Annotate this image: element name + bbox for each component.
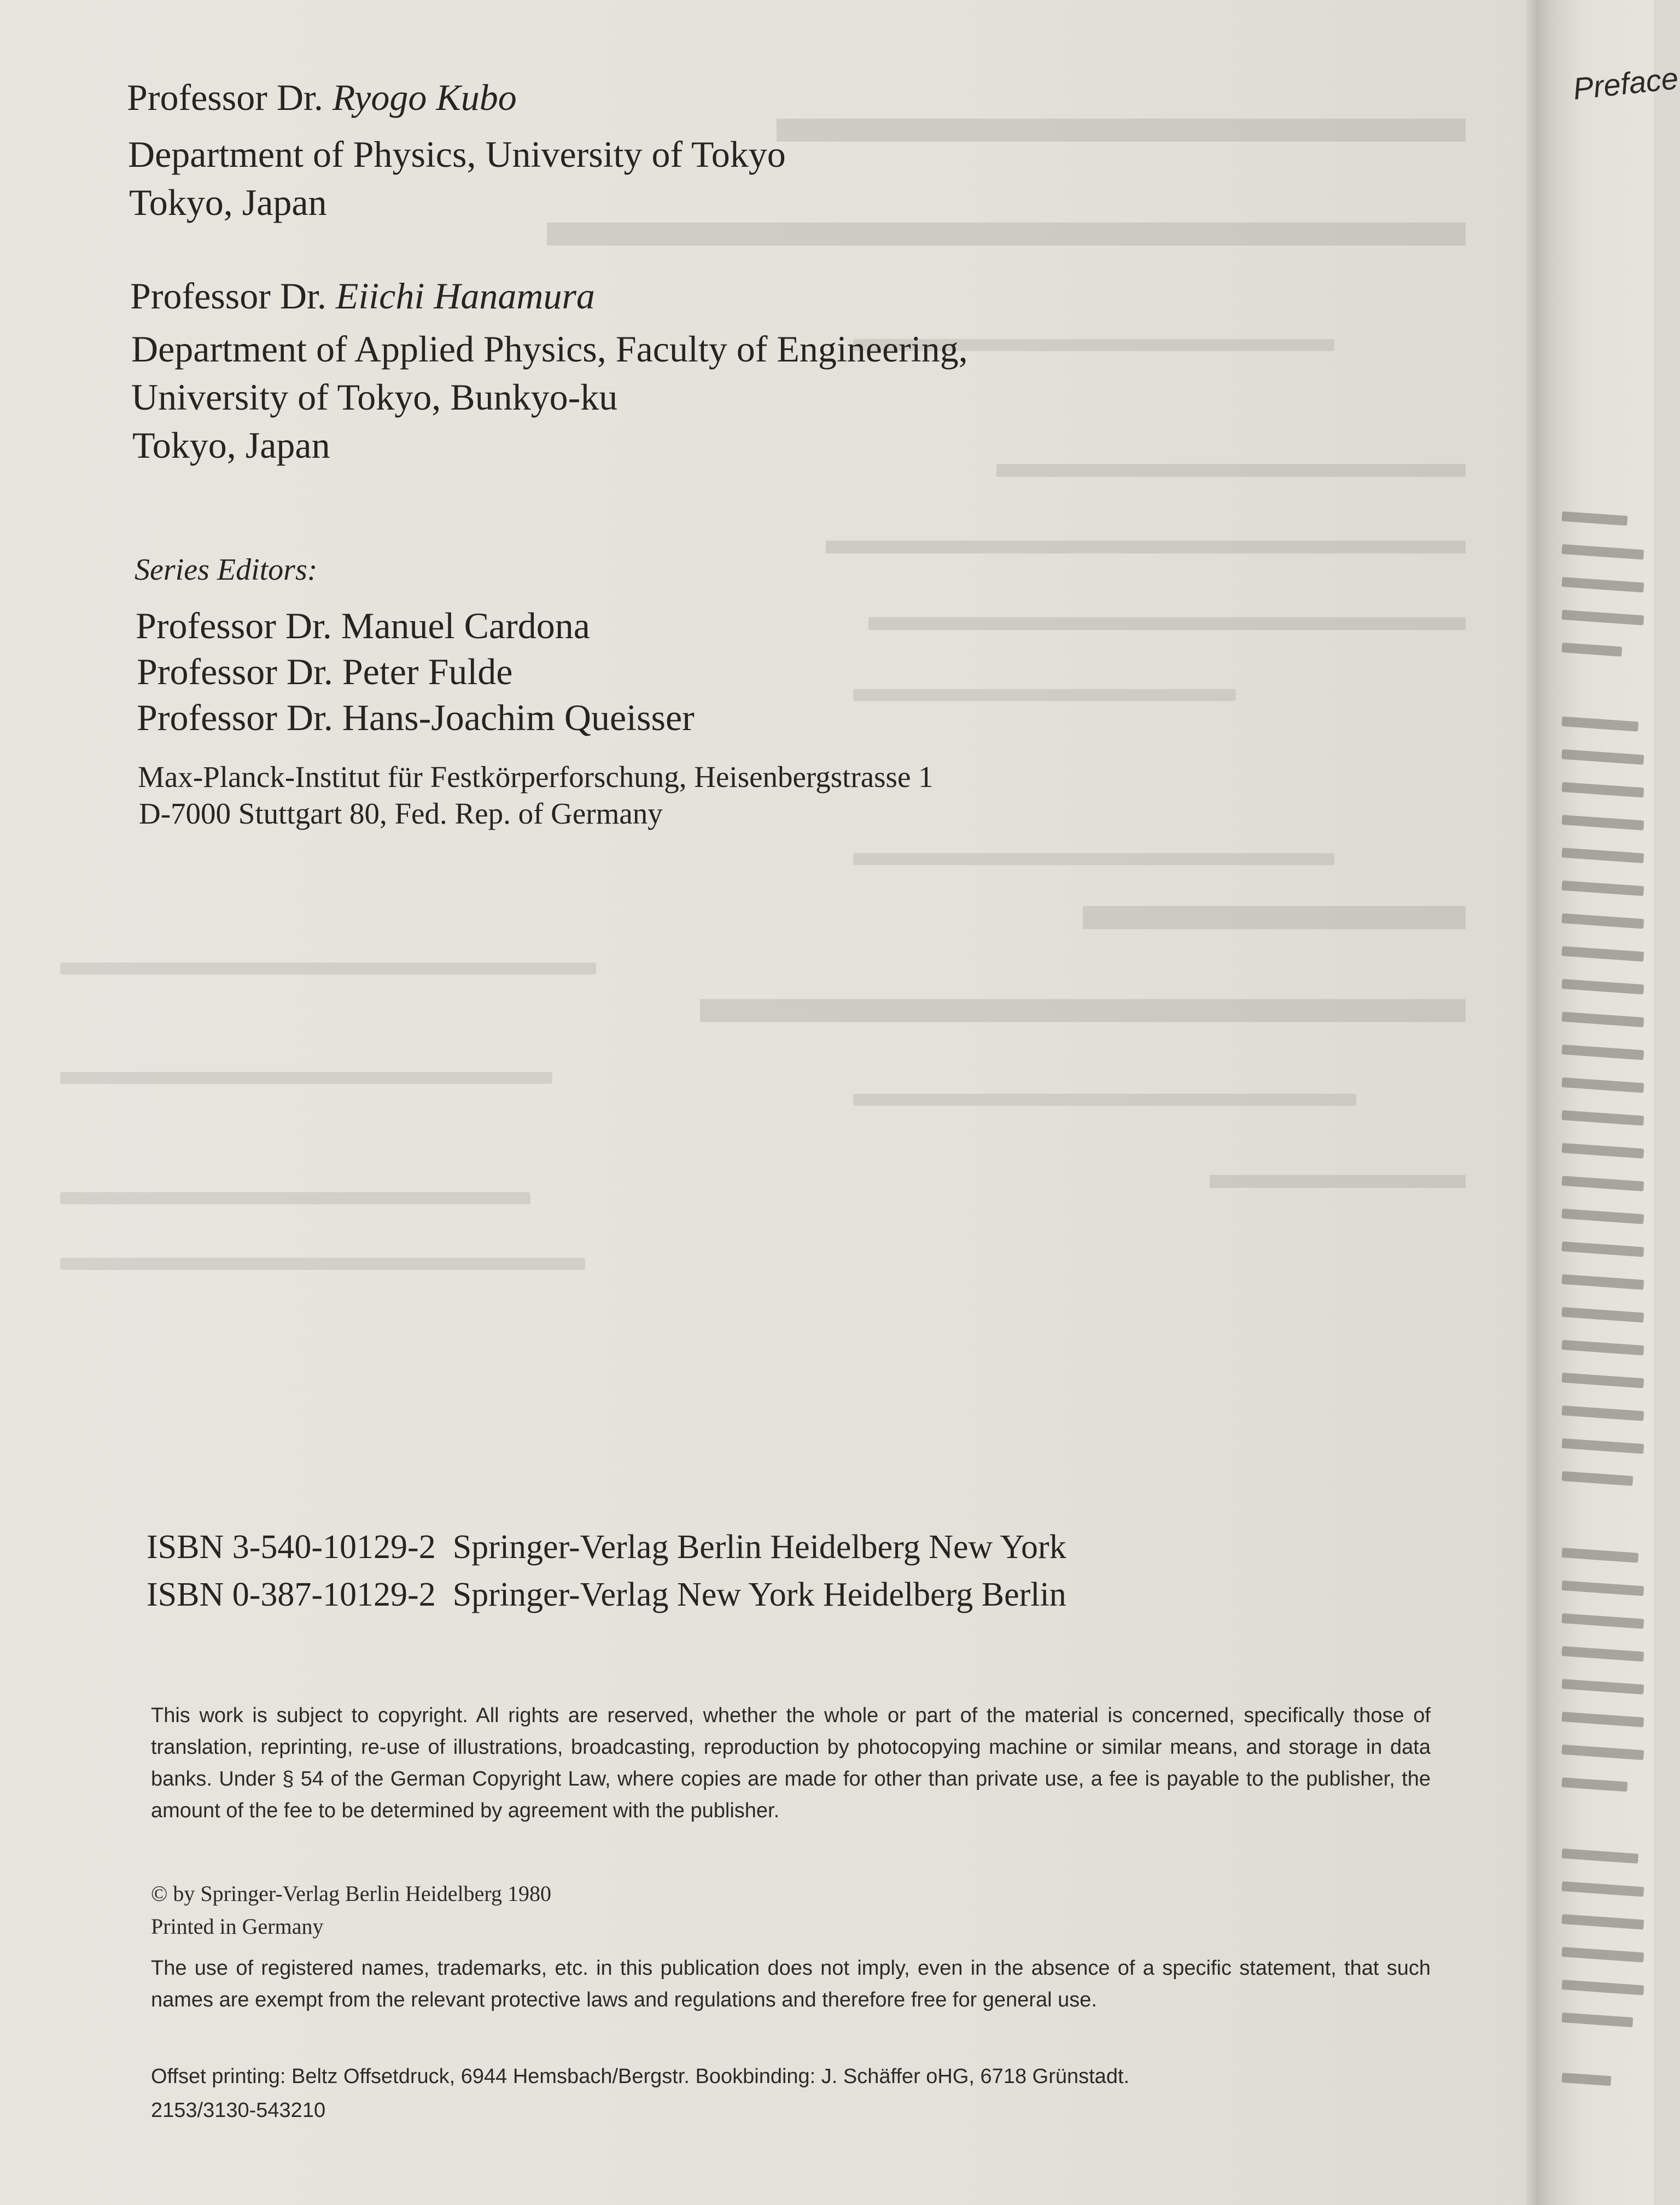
facing-page-text-line [1561,749,1644,765]
facing-page-text-line [1561,1548,1638,1563]
facing-page-text-line [1561,1712,1644,1727]
editor-affiliation: University of Tokyo, Bunkyo-ku [131,376,618,418]
facing-page-text-line [1561,544,1644,559]
facing-page-text-line [1561,1077,1644,1093]
ghost-line: ▬▬▬▬▬▬▬▬▬ [777,72,1466,158]
facing-page-text-line [1561,1580,1644,1596]
facing-page-text-line [1561,1947,1644,1962]
facing-page-text-line [1561,1274,1644,1290]
facing-page-text-line [1561,1176,1644,1191]
ghost-line: ▬▬▬▬▬▬▬▬▬▬▬▬▬▬ [868,591,1466,639]
isbn-number: ISBN 0-387-10129-2 [147,1576,436,1613]
facing-page-text-line [1561,1209,1644,1224]
series-editor-name: Professor Dr. Peter Fulde [137,651,513,692]
facing-page-text-line [1561,946,1644,961]
printed-in: Printed in Germany [151,1914,324,1939]
facing-page-text-line [1561,880,1644,896]
isbn-line [147,1571,1066,1619]
ghost-bar [853,853,1334,865]
copyright-notice: This work is subject to copyright. All rights are reserved, whether the whole or part of the material is concerned, specifically those of translation, reprinting, re-use of illustrations, broadcasting, reproduction by photocopying machine or similar means, and storage in data banks. Under § 54 of the German Copyright Law, where copies are made for other than private use, a fee is payable to the publisher, the amount of the fee to be determined by agreement with the publisher. [151,1704,1431,1822]
isbn-number: ISBN 3-540-10129-2 [147,1529,436,1566]
ghost-line: ▬▬▬▬▬▬▬▬▬▬ [700,953,1466,1039]
facing-page-text-line [1561,1471,1633,1486]
editor-name: Eiichi Hanamura [335,275,595,317]
printing-info: Offset printing: Beltz Offsetdruck, 6944 Hemsbach/Bergstr. Bookbinding: J. Schäffer oHG, 6718 Grünstadt. [151,2065,1130,2088]
series-editors-address: D-7000 Stuttgart 80, Fed. Rep. of Germany [139,797,663,830]
facing-page-text-line [1561,1373,1644,1388]
facing-page-text-line [1561,1914,1644,1929]
editor-name-line [127,73,517,121]
series-editors-address: Max-Planck-Institut für Festkörperforschung, Heisenbergstrasse 1 [138,760,934,794]
ghost-line: ▬▬▬▬▬▬▬▬▬▬▬ [996,438,1466,486]
facing-page-text-line [1561,2073,1611,2086]
book-gutter [1526,0,1550,2205]
isbn-line [147,1523,1066,1571]
facing-page-text-line [1561,1307,1644,1322]
facing-page-text-line [1561,1679,1644,1694]
facing-page-text-line [1561,1980,1644,1995]
editor-name-line [130,272,595,320]
editor-title: Professor Dr. [127,77,323,118]
editor-title: Professor Dr. [130,275,326,317]
facing-page-text-line [1561,782,1644,797]
facing-page-text-line [1561,1045,1644,1060]
facing-page-text-line [1561,1143,1644,1158]
facing-page-text-line [1561,848,1644,863]
ghost-line: ▬▬▬▬▬▬▬▬▬▬▬▬ [547,176,1466,262]
trademark-notice: The use of registered names, trademarks, etc. in this publication does not imply, even in the absence of a specific statement, that such names are exempt from the relevant protective laws and regulations and therefore free for general use. [151,1957,1431,2011]
ghost-bar [60,1072,552,1084]
facing-page-text-line [1561,1340,1644,1355]
facing-page-text-line [1561,815,1644,830]
isbn-publisher: Springer-Verlag Berlin Heidelberg New York [452,1529,1066,1566]
ghost-line: ▬▬▬▬▬▬▬▬▬▬▬▬▬▬▬ [826,515,1466,563]
facing-page-text-line [1561,716,1638,732]
ghost-bar [853,689,1236,701]
facing-page-text-line [1561,610,1644,625]
facing-page-text-line [1561,1110,1644,1125]
facing-page-heading: Preface [1571,61,1680,106]
series-editor-name: Professor Dr. Hans-Joachim Queisser [137,697,695,738]
editor-affiliation: Department of Applied Physics, Faculty of Engineering, [131,328,968,370]
facing-page-text-line [1561,511,1628,526]
facing-page [1550,0,1680,2205]
facing-page-text-line [1561,577,1644,592]
facing-page-text-line [1561,1777,1628,1792]
facing-page-text-line [1561,1405,1644,1421]
ghost-bar [853,1094,1356,1106]
facing-page-text-line [1561,1881,1644,1897]
editor-affiliation: Tokyo, Japan [132,424,330,466]
facing-page-text-line [1561,913,1644,929]
ghost-bar [60,1192,530,1204]
editor-affiliation: Department of Physics, University of Tokyo [128,133,786,175]
isbn-publisher: Springer-Verlag New York Heidelberg Berlin [452,1576,1066,1613]
facing-page-text-line [1561,1848,1638,1864]
series-editor-name: Professor Dr. Manuel Cardona [136,605,590,646]
facing-page-text-line [1561,1438,1644,1454]
ghost-bar [60,962,596,975]
series-editors-label: Series Editors: [135,553,318,587]
facing-page-text-line [1561,1613,1644,1629]
ghost-bar [60,1258,585,1270]
facing-page-text-line [1561,1745,1644,1760]
facing-page-text-line [1561,1012,1644,1027]
facing-page-text-line [1561,1646,1644,1661]
editor-affiliation: Tokyo, Japan [129,182,327,223]
editor-name: Ryogo Kubo [332,77,517,118]
facing-page-text-line [1561,979,1644,994]
facing-page-text-line [1561,643,1622,657]
ghost-line: ▬▬▬▬▬ [1083,860,1466,946]
print-code: 2153/3130-543210 [151,2099,326,2122]
facing-page-text-line [1561,2012,1633,2027]
copyright-line: © by Springer-Verlag Berlin Heidelberg 1980 [151,1881,552,1906]
facing-page-text-line [1561,1241,1644,1257]
ghost-line: ▬▬▬▬▬▬ [1210,1149,1466,1197]
